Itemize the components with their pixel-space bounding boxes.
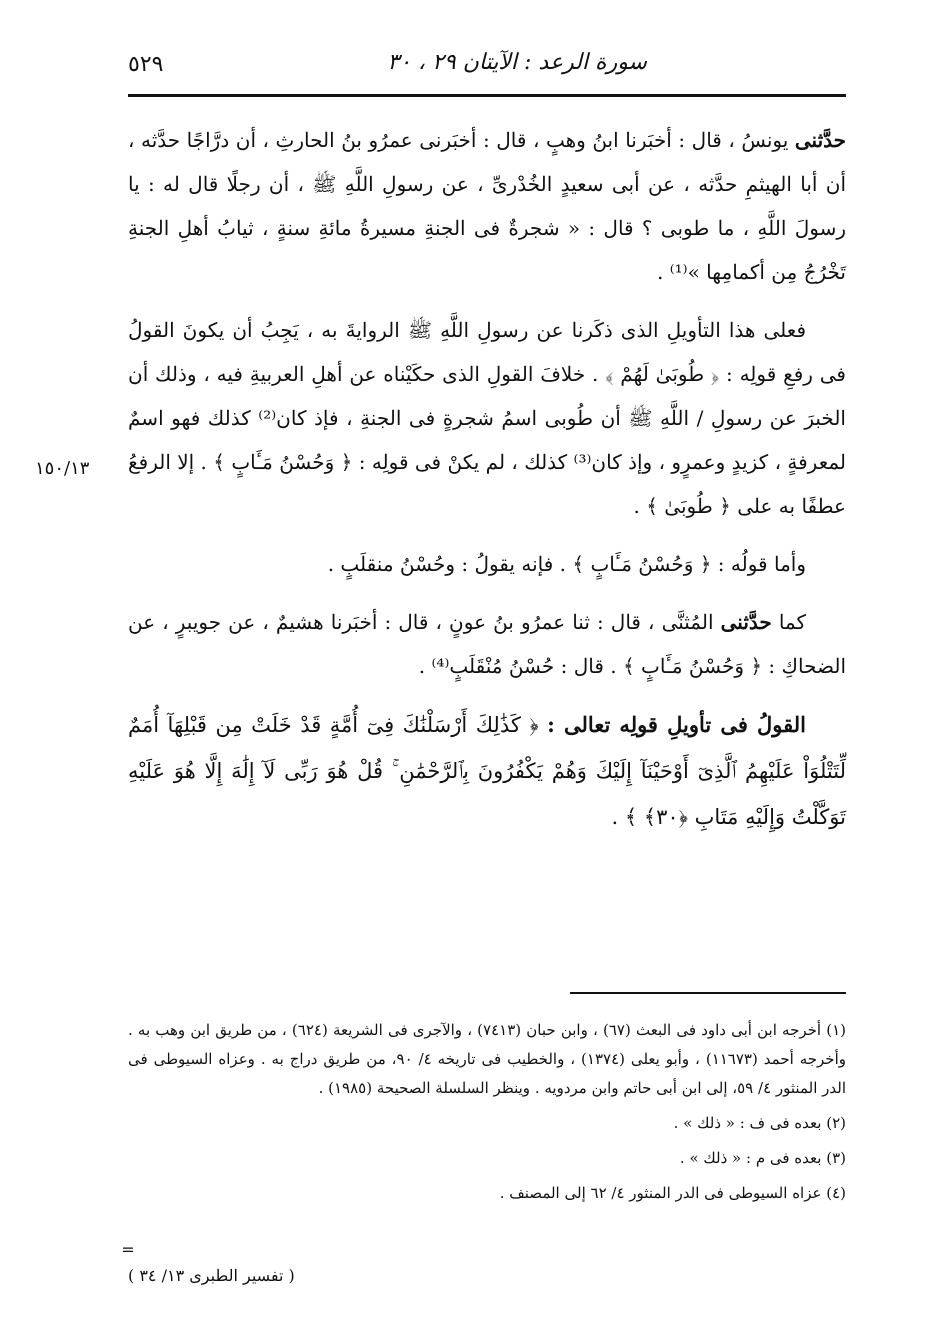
paragraph-hadith-1	[128, 118, 846, 294]
paragraph-lead: القولُ فى تأويلِ قولِه تعالى :	[547, 712, 807, 737]
paragraph-prefix: كما	[771, 610, 807, 634]
paragraph-commentary	[128, 308, 846, 528]
margin-note: ١٥٠/١٣	[35, 458, 90, 479]
paragraph-lead: حدَّثنى	[720, 610, 772, 634]
paragraph-text: المُثنَّى ، قال : ثنا عمرُو بنُ عونٍ ، قال : أخبَرنا هشيمٌ ، عن جويبرٍ ، عن الضحاكِ : ﴿ وَحُسْنُ مَـَٔابٍ ﴾ . قال : حُسْنُ مُنْقَلَبٍ⁽⁴⁾ .	[128, 610, 846, 678]
paragraph-interpretation	[128, 542, 846, 586]
paragraph-text: فعلى هذا التأويلِ الذى ذكَرنا عن رسولِ اللَّهِ ﷺ الروايةَ به ، يَجِبُ أن يكونَ القولُ فى رفعِ قولِه : ﴿ طُوبَىٰ لَهُمْ ﴾ . خلافَ القولِ الذى حكَيْناه عن أهلِ العربيةِ فيه ، وذلك أن الخبرَ عن رسولِ / اللَّهِ ﷺ أن طُوبى اسمُ شجرةٍ فى الجنةِ ، فإذ كان⁽²⁾ كذلك فهو اسمٌ لمعرفةٍ ، كزيدٍ وعمرٍو ، وإذ كان⁽³⁾ كذلك ، لم يكنْ فى قولِه : ﴿ وَحُسْنُ مَـَٔابٍ ﴾ . إلا الرفعُ عطفًا به على ﴿ طُوبَىٰ ﴾ .	[127, 318, 846, 518]
footnotes	[128, 1016, 846, 1214]
footnote-1: (١) أخرجه ابن أبى داود فى البعث (٦٧) ، وابن حبان (٧٤١٣) ، والآجرى فى الشريعة (٦٢٤) ، من طريق ابن وهب به . وأخرجه أحمد (١١٦٧٣) ، وأبو يعلى (١٣٧٤) ، والخطيب فى تاريخه ٤/ ٩٠، من طريق دراج به . وعزاه السيوطى فى الدر المنثور ٤/ ٥٩، إلى ابن أبى حاتم وابن مردويه . وينظر السلسلة الصحيحة (١٩٨٥) .	[128, 1021, 846, 1097]
quran-verse: ﴿ كَذَٰلِكَ أَرْسَلْنَٰكَ فِىٓ أُمَّةٍ قَدْ خَلَتْ مِن قَبْلِهَآ أُمَمٌ لِّتَتْلُوَاْ عَلَيْهِمُ ٱلَّذِىٓ أَوْحَيْنَآ إِلَيْكَ وَهُمْ يَكْفُرُونَ بِٱلرَّحْمَٰنِ ۚ قُلْ هُوَ رَبِّى لَآ إِلَٰهَ إِلَّا هُوَ عَلَيْهِ تَوَكَّلْتُ وَإِلَيْهِ مَتَابِ ﴿٣٠﴾ ﴾ .	[128, 713, 846, 829]
paragraph-text: يونسُ ، قال : أخبَرنا ابنُ وهبٍ ، قال : أخبَرنى عمرُو بنُ الحارثِ ، أن درَّاجًا حدَّثه ، أن أبا الهيثمِ حدَّثه ، عن أبى سعيدٍ الخُدْرىِّ ، عن رسولِ اللَّهِ ﷺ ، أن رجلًا قال له : يا رسولَ اللَّهِ ، ما طوبى ؟ قال : « شجرةٌ فى الجنةِ مسيرةُ مائةِ سنةٍ ، ثيابُ أهلِ الجنةِ تَخْرُجُ مِن أكمامِها »⁽¹⁾ .	[128, 128, 847, 284]
footnote-2: (٢) بعده فى ف : « ذلك » .	[673, 1114, 846, 1132]
paragraph-lead: حدَّثنى	[794, 128, 846, 152]
paragraph-verse-heading	[128, 702, 846, 840]
footnote-rule	[570, 992, 846, 994]
page-number: ٥٢٩	[128, 52, 164, 77]
paragraph-text: وأما قولُه : ﴿ وَحُسْنُ مَـَٔابٍ ﴾ . فإنه يقولُ : وحُسْنُ منقلَبٍ .	[327, 552, 806, 576]
volume-reference: ( تفسير الطبرى ١٣/ ٣٤ )	[128, 1266, 295, 1285]
running-head: سورة الرعد : الآيتان ٢٩ ، ٣٠	[387, 50, 647, 75]
paragraph-hadith-2	[128, 600, 846, 688]
footnote-4: (٤) عزاه السيوطى فى الدر المنثور ٤/ ٦٢ إلى المصنف .	[499, 1184, 846, 1202]
continuation-mark: =	[121, 1240, 135, 1259]
footnote-3: (٣) بعده فى م : « ذلك » .	[679, 1149, 846, 1167]
body-text	[128, 118, 846, 854]
header-rule	[128, 94, 846, 97]
